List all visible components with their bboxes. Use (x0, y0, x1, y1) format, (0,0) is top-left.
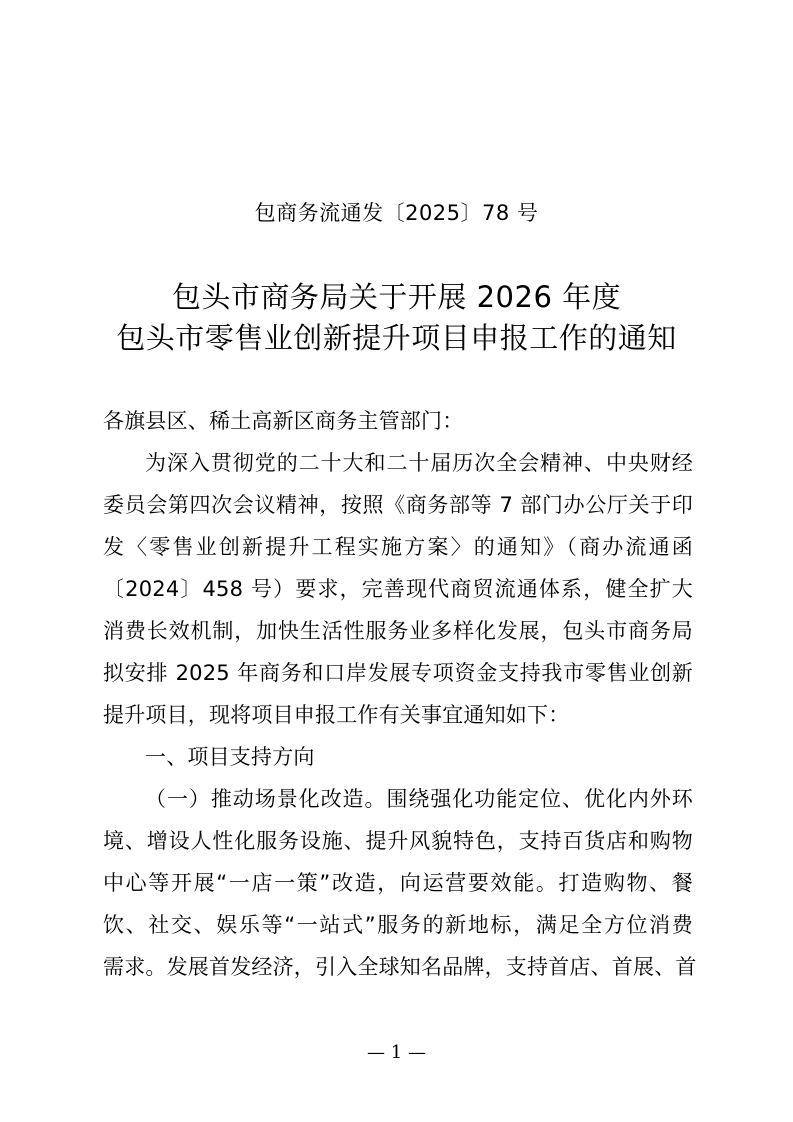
document-number: 包商务流通发〔2025〕78 号 (254, 201, 539, 225)
title-line-2: 包头市零售业创新提升项目申报工作的通知 (116, 321, 677, 355)
section-heading: 一、项目支持方向 (145, 745, 315, 769)
body-line: 提升项目，现将项目申报工作有关事宜通知如下： (103, 703, 570, 727)
body-line: （一）推动场景化改造。围绕强化功能定位、优化内外环 (145, 787, 693, 811)
addressee: 各旗县区、稀土高新区商务主管部门： (103, 409, 464, 433)
body-line: 需求。发展首发经济，引入全球知名品牌，支持首店、首展、首 (103, 955, 697, 979)
body-line: 中心等开展“一店一策”改造，向运营要效能。打造购物、餐 (103, 871, 693, 895)
body-line: 境、增设人性化服务设施、提升风貌特色，支持百货店和购物 (103, 829, 693, 853)
body-line: 委员会第四次会议精神，按照《商务部等 7 部门办公厅关于印 (103, 493, 693, 517)
body-line: 消费长效机制，加快生活性服务业多样化发展，包头市商务局 (103, 619, 693, 643)
body-line: 发〈零售业创新提升工程实施方案〉的通知》（商办流通函 (103, 535, 693, 559)
body-line: 饮、社交、娱乐等“一站式”服务的新地标，满足全方位消费 (103, 913, 693, 937)
body-line: 为深入贯彻党的二十大和二十届历次全会精神、中央财经 (145, 451, 693, 475)
body-line: 拟安排 2025 年商务和口岸发展专项资金支持我市零售业创新 (103, 661, 693, 685)
title-line-1: 包头市商务局关于开展 2026 年度 (171, 280, 622, 314)
body-line: 〔2024〕458 号）要求，完善现代商贸流通体系，健全扩大 (103, 577, 693, 601)
page-number: — 1 — (367, 1042, 426, 1063)
